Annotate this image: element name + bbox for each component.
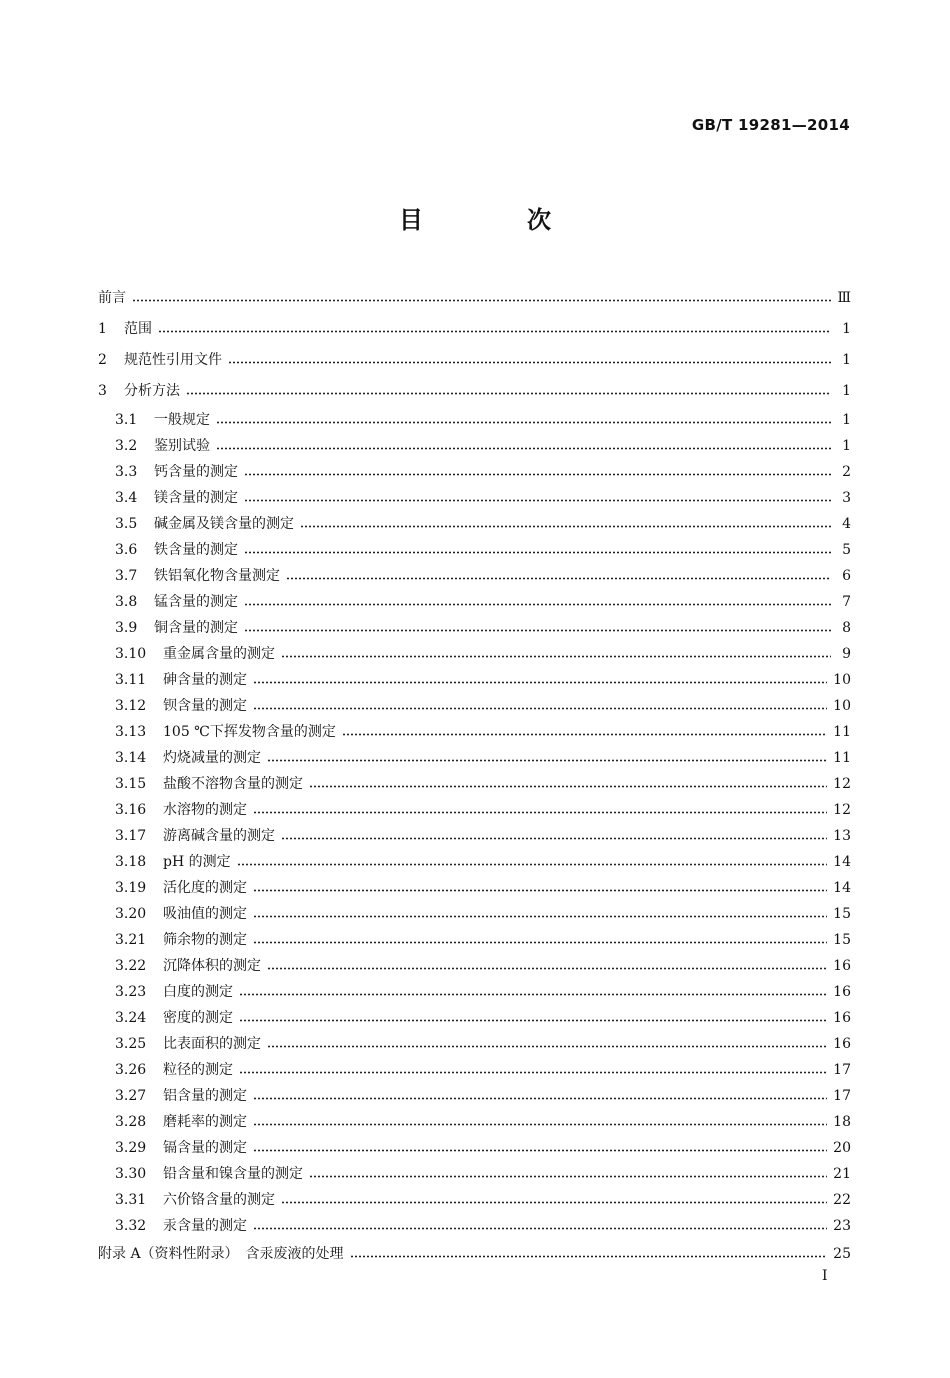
toc-entry-page: 7 bbox=[842, 594, 851, 610]
toc-entry-label: 规范性引用文件 bbox=[124, 352, 222, 368]
dot-leader bbox=[244, 473, 831, 476]
toc-entry-label: 铅含量和镍含量的测定 bbox=[163, 1166, 303, 1182]
toc-entry-page: 5 bbox=[842, 542, 851, 558]
toc-entry-label: 磨耗率的测定 bbox=[163, 1114, 247, 1130]
toc-entry-number: 3.4 bbox=[115, 490, 138, 506]
toc-entry-label: 粒径的测定 bbox=[163, 1062, 233, 1078]
toc-entry-page: 1 bbox=[842, 412, 851, 428]
toc-entry[interactable] bbox=[98, 693, 851, 719]
toc-entry-label: 分析方法 bbox=[124, 383, 180, 399]
toc-entry-page: 17 bbox=[833, 1088, 851, 1104]
toc-entry-page: 6 bbox=[842, 568, 851, 584]
dot-leader bbox=[300, 525, 831, 528]
dot-leader bbox=[350, 1255, 828, 1258]
toc-entry-label: 105 ℃下挥发物含量的测定 bbox=[163, 724, 336, 740]
toc-entry[interactable] bbox=[98, 901, 851, 927]
toc-entry-label: 铜含量的测定 bbox=[154, 620, 238, 636]
dot-leader bbox=[309, 1175, 827, 1178]
toc-entry-label: 附录 A（资料性附录） 含汞废液的处理 bbox=[98, 1246, 344, 1262]
dot-leader bbox=[342, 733, 827, 736]
toc-entry-number: 3.19 bbox=[115, 880, 147, 896]
toc-entry-label: 铁铝氧化物含量测定 bbox=[154, 568, 280, 584]
toc-entry-label: 一般规定 bbox=[154, 412, 210, 428]
toc-entry-number: 3.25 bbox=[115, 1036, 147, 1052]
toc-entry-page: 22 bbox=[833, 1192, 851, 1208]
toc-entry-number: 3.27 bbox=[115, 1088, 147, 1104]
toc-entry[interactable] bbox=[98, 589, 851, 615]
dot-leader bbox=[228, 361, 831, 364]
toc-entry-label: 比表面积的测定 bbox=[163, 1036, 261, 1052]
page-title: 目 次 bbox=[399, 206, 591, 234]
dot-leader bbox=[309, 785, 827, 788]
dot-leader bbox=[244, 551, 831, 554]
dot-leader bbox=[253, 889, 827, 892]
toc-entry[interactable] bbox=[98, 615, 851, 641]
toc-entry-page: 14 bbox=[833, 854, 851, 870]
table-of-contents bbox=[98, 283, 851, 1270]
dot-leader bbox=[281, 837, 827, 840]
toc-entry-page: 11 bbox=[833, 750, 851, 766]
toc-entry[interactable] bbox=[98, 953, 851, 979]
toc-entry-number: 3.24 bbox=[115, 1010, 147, 1026]
dot-leader bbox=[216, 447, 831, 450]
toc-entry[interactable] bbox=[98, 797, 851, 823]
toc-entry-label: 钡含量的测定 bbox=[163, 698, 247, 714]
toc-entry-label: 铁含量的测定 bbox=[154, 542, 238, 558]
toc-entry-label: 水溶物的测定 bbox=[163, 802, 247, 818]
toc-entry-page: 17 bbox=[833, 1062, 851, 1078]
toc-entry[interactable] bbox=[98, 537, 851, 563]
dot-leader bbox=[253, 1227, 827, 1230]
dot-leader bbox=[132, 299, 831, 302]
toc-entry-page: 10 bbox=[833, 698, 851, 714]
toc-entry-label: 盐酸不溶物含量的测定 bbox=[163, 776, 303, 792]
toc-entry-label: 铝含量的测定 bbox=[163, 1088, 247, 1104]
toc-entry-number: 3.15 bbox=[115, 776, 147, 792]
dot-leader bbox=[244, 499, 831, 502]
toc-entry[interactable] bbox=[98, 927, 851, 953]
toc-entry[interactable] bbox=[98, 849, 851, 875]
toc-entry[interactable] bbox=[98, 1083, 851, 1109]
toc-entry[interactable] bbox=[98, 667, 851, 693]
toc-entry-number: 3 bbox=[98, 383, 107, 399]
toc-entry-page: 23 bbox=[833, 1218, 851, 1234]
dot-leader bbox=[158, 330, 831, 333]
toc-entry-label: 灼烧减量的测定 bbox=[163, 750, 261, 766]
toc-entry-number: 3.32 bbox=[115, 1218, 147, 1234]
dot-leader bbox=[253, 707, 827, 710]
dot-leader bbox=[244, 603, 831, 606]
dot-leader bbox=[267, 1045, 827, 1048]
toc-entry-number: 3.30 bbox=[115, 1166, 147, 1182]
toc-entry-page: 16 bbox=[833, 958, 851, 974]
toc-entry[interactable] bbox=[98, 1135, 851, 1161]
toc-entry-number: 1 bbox=[98, 321, 107, 337]
toc-entry-page: 16 bbox=[833, 1036, 851, 1052]
toc-entry-page: 15 bbox=[833, 906, 851, 922]
toc-entry[interactable] bbox=[98, 485, 851, 511]
toc-entry[interactable] bbox=[98, 823, 851, 849]
toc-entry[interactable] bbox=[98, 641, 851, 667]
toc-entry-label: 锰含量的测定 bbox=[154, 594, 238, 610]
toc-entry-page: 25 bbox=[833, 1246, 851, 1262]
toc-entry-page: Ⅲ bbox=[837, 290, 851, 306]
toc-entry[interactable] bbox=[98, 1109, 851, 1135]
dot-leader bbox=[237, 863, 828, 866]
toc-entry-label: 密度的测定 bbox=[163, 1010, 233, 1026]
toc-entry-label: 沉降体积的测定 bbox=[163, 958, 261, 974]
toc-entry-page: 1 bbox=[842, 321, 851, 337]
dot-leader bbox=[239, 1019, 827, 1022]
toc-entry[interactable] bbox=[98, 1213, 851, 1239]
toc-entry-label: 活化度的测定 bbox=[163, 880, 247, 896]
toc-entry-number: 3.31 bbox=[115, 1192, 147, 1208]
toc-entry-page: 12 bbox=[833, 802, 851, 818]
toc-entry[interactable] bbox=[98, 459, 851, 485]
toc-entry-page: 14 bbox=[833, 880, 851, 896]
toc-entry-page: 20 bbox=[833, 1140, 851, 1156]
dot-leader bbox=[281, 1201, 827, 1204]
dot-leader bbox=[286, 577, 831, 580]
toc-entry[interactable] bbox=[98, 719, 851, 745]
dot-leader bbox=[253, 1097, 827, 1100]
toc-entry-label: 镉含量的测定 bbox=[163, 1140, 247, 1156]
toc-entry-label: 筛余物的测定 bbox=[163, 932, 247, 948]
toc-entry-page: 1 bbox=[842, 438, 851, 454]
toc-entry[interactable] bbox=[98, 376, 851, 407]
toc-entry-number: 3.3 bbox=[115, 464, 138, 480]
toc-entry-page: 16 bbox=[833, 1010, 851, 1026]
toc-entry-number: 3.23 bbox=[115, 984, 147, 1000]
toc-entry[interactable] bbox=[98, 1057, 851, 1083]
toc-entry-number: 3.1 bbox=[115, 412, 138, 428]
toc-entry-page: 12 bbox=[833, 776, 851, 792]
toc-entry-number: 3.26 bbox=[115, 1062, 147, 1078]
toc-entry-number: 3.13 bbox=[115, 724, 147, 740]
toc-entry-number: 3.2 bbox=[115, 438, 138, 454]
toc-entry[interactable] bbox=[98, 433, 851, 459]
toc-entry[interactable] bbox=[98, 1187, 851, 1213]
toc-entry-number: 3.12 bbox=[115, 698, 147, 714]
toc-entry-number: 3.20 bbox=[115, 906, 147, 922]
toc-entry-page: 10 bbox=[833, 672, 851, 688]
toc-entry-number: 3.6 bbox=[115, 542, 138, 558]
toc-entry-page: 16 bbox=[833, 984, 851, 1000]
page-number: I bbox=[822, 1268, 828, 1284]
toc-entry-page: 1 bbox=[842, 352, 851, 368]
toc-entry-number: 3.14 bbox=[115, 750, 147, 766]
dot-leader bbox=[253, 1149, 827, 1152]
dot-leader bbox=[239, 993, 827, 996]
dot-leader bbox=[216, 421, 831, 424]
toc-entry-number: 3.5 bbox=[115, 516, 138, 532]
toc-entry-number: 3.8 bbox=[115, 594, 138, 610]
toc-entry-label: 镁含量的测定 bbox=[154, 490, 238, 506]
toc-entry-number: 3.21 bbox=[115, 932, 147, 948]
toc-entry[interactable] bbox=[98, 979, 851, 1005]
toc-entry-label: 砷含量的测定 bbox=[163, 672, 247, 688]
dot-leader bbox=[267, 759, 827, 762]
toc-entry-page: 3 bbox=[842, 490, 851, 506]
toc-entry[interactable] bbox=[98, 407, 851, 433]
toc-entry[interactable] bbox=[98, 1239, 851, 1270]
toc-entry-number: 3.17 bbox=[115, 828, 147, 844]
toc-entry-label: 吸油值的测定 bbox=[163, 906, 247, 922]
dot-leader bbox=[253, 915, 827, 918]
toc-entry-number: 2 bbox=[98, 352, 107, 368]
toc-entry[interactable] bbox=[98, 345, 851, 376]
toc-entry-page: 21 bbox=[833, 1166, 851, 1182]
toc-entry-label: 碱金属及镁含量的测定 bbox=[154, 516, 294, 532]
toc-entry-label: 白度的测定 bbox=[163, 984, 233, 1000]
toc-entry-number: 3.18 bbox=[115, 854, 147, 870]
toc-entry-number: 3.7 bbox=[115, 568, 138, 584]
dot-leader bbox=[253, 811, 827, 814]
toc-entry-label: pH 的测定 bbox=[163, 854, 231, 870]
toc-entry-page: 2 bbox=[842, 464, 851, 480]
toc-entry-number: 3.28 bbox=[115, 1114, 147, 1130]
toc-entry[interactable] bbox=[98, 314, 851, 345]
toc-entry-label: 范围 bbox=[124, 321, 152, 337]
dot-leader bbox=[253, 1123, 827, 1126]
toc-entry-page: 18 bbox=[833, 1114, 851, 1130]
toc-entry-number: 3.16 bbox=[115, 802, 147, 818]
dot-leader bbox=[267, 967, 827, 970]
toc-entry[interactable] bbox=[98, 875, 851, 901]
toc-entry-page: 8 bbox=[842, 620, 851, 636]
toc-entry-number: 3.10 bbox=[115, 646, 147, 662]
toc-entry-page: 4 bbox=[842, 516, 851, 532]
toc-entry-page: 1 bbox=[842, 383, 851, 399]
dot-leader bbox=[281, 655, 831, 658]
toc-entry-page: 13 bbox=[833, 828, 851, 844]
toc-entry-label: 鉴别试验 bbox=[154, 438, 210, 454]
toc-entry-number: 3.11 bbox=[115, 672, 147, 688]
toc-entry-number: 3.9 bbox=[115, 620, 138, 636]
toc-entry-page: 9 bbox=[842, 646, 851, 662]
toc-entry-number: 3.29 bbox=[115, 1140, 147, 1156]
toc-entry[interactable] bbox=[98, 511, 851, 537]
toc-entry[interactable] bbox=[98, 745, 851, 771]
dot-leader bbox=[253, 941, 827, 944]
toc-entry-label: 重金属含量的测定 bbox=[163, 646, 275, 662]
dot-leader bbox=[244, 629, 831, 632]
standard-code: GB/T 19281—2014 bbox=[691, 116, 850, 134]
toc-entry-page: 15 bbox=[833, 932, 851, 948]
toc-entry[interactable] bbox=[98, 1005, 851, 1031]
dot-leader bbox=[253, 681, 827, 684]
toc-entry-label: 汞含量的测定 bbox=[163, 1218, 247, 1234]
toc-entry-label: 前言 bbox=[98, 290, 126, 306]
toc-entry-label: 钙含量的测定 bbox=[154, 464, 238, 480]
toc-entry[interactable] bbox=[98, 1161, 851, 1187]
toc-entry[interactable] bbox=[98, 563, 851, 589]
toc-entry[interactable] bbox=[98, 771, 851, 797]
dot-leader bbox=[239, 1071, 827, 1074]
toc-entry-label: 六价铬含量的测定 bbox=[163, 1192, 275, 1208]
toc-entry-label: 游离碱含量的测定 bbox=[163, 828, 275, 844]
toc-entry[interactable] bbox=[98, 283, 851, 314]
toc-entry-page: 11 bbox=[833, 724, 851, 740]
dot-leader bbox=[186, 392, 831, 395]
toc-entry[interactable] bbox=[98, 1031, 851, 1057]
toc-entry-number: 3.22 bbox=[115, 958, 147, 974]
